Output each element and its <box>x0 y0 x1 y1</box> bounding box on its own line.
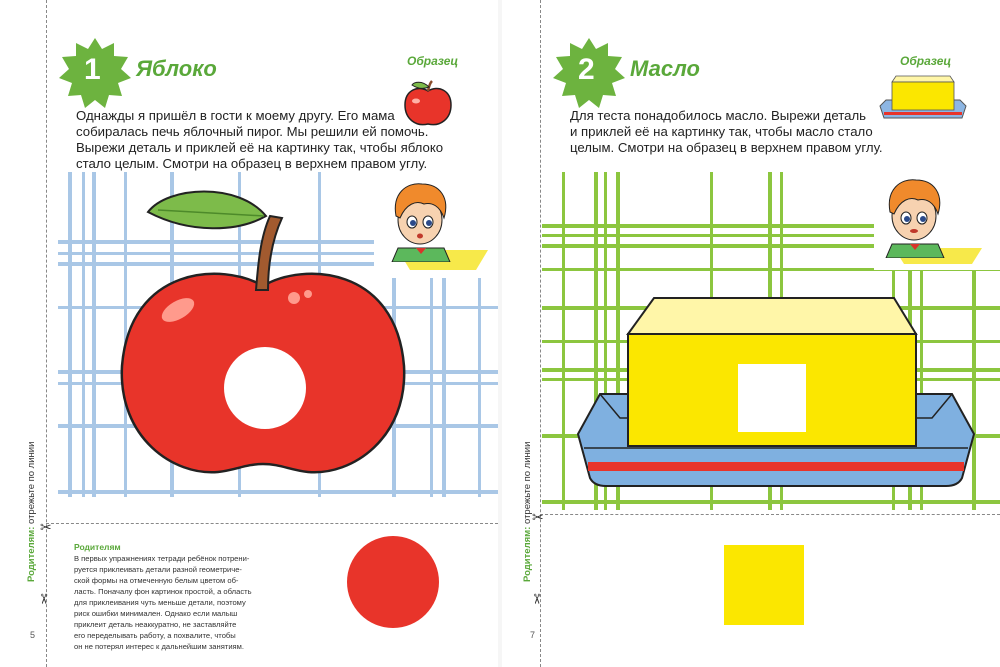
parents-note: Родителям В первых упражнениях тетради ребёнок потрени- руется приклеивать детали разной геометриче- ской формы на отмеченную белым цветом об- ласть. Поначалу фон картинок простой, а область для приклеивания чуть меньше детали, поэтому риск ошибки минимален. Однако если малыш приклеит деталь неаккуратно, не заставляйте его переделывать работу, а похвалите, чтобы он не потерял интерес к дальнейшим занятиям. <box>74 542 252 651</box>
task-text: Для теста понадобилось масло. Вырежи деталь и приклей её на картинку так, чтобы масло стало целым. Смотри на образец в верхнем правом углу. <box>570 108 883 155</box>
scissors-icon: ✂ <box>528 593 545 605</box>
horizontal-cut-line <box>540 514 1000 515</box>
scissors-icon: ✂ <box>532 509 544 525</box>
task-number: 1 <box>84 53 101 86</box>
page-apple <box>0 0 498 667</box>
sample-label: Образец <box>407 54 459 68</box>
page-butter <box>502 0 1000 667</box>
square-piece-icon[interactable] <box>724 545 804 625</box>
task-title: Масло <box>630 56 700 81</box>
apple-icon <box>118 186 408 478</box>
scissors-icon: ✂ <box>35 593 52 605</box>
circle-piece-icon[interactable] <box>346 535 440 629</box>
vertical-cut-line <box>540 0 541 667</box>
boy-icon <box>874 174 956 258</box>
sample-label: Образец <box>900 54 952 68</box>
butter-dish-icon <box>574 278 978 492</box>
scissors-icon: ✂ <box>40 519 52 535</box>
side-instruction: Родителям: отрежьте по линии <box>522 441 533 582</box>
page-number: 7 <box>530 630 536 640</box>
vertical-cut-line <box>46 0 47 667</box>
task-number: 2 <box>578 53 595 86</box>
horizontal-cut-line <box>46 523 498 524</box>
page-number: 5 <box>30 630 36 640</box>
butter-sample-icon <box>878 70 968 122</box>
task-text: Однажды я пришёл в гости к моему другу. Его мама собиралась печь яблочный пирог. Мы решили ей помочь. Вырежи деталь и приклей её на картинку так, чтобы яблоко стало целым. Смотри на образец в верхнем правом углу. <box>76 108 444 171</box>
side-instruction: Родителям: отрежьте по линии <box>26 441 37 582</box>
task-title: Яблоко <box>136 56 217 81</box>
